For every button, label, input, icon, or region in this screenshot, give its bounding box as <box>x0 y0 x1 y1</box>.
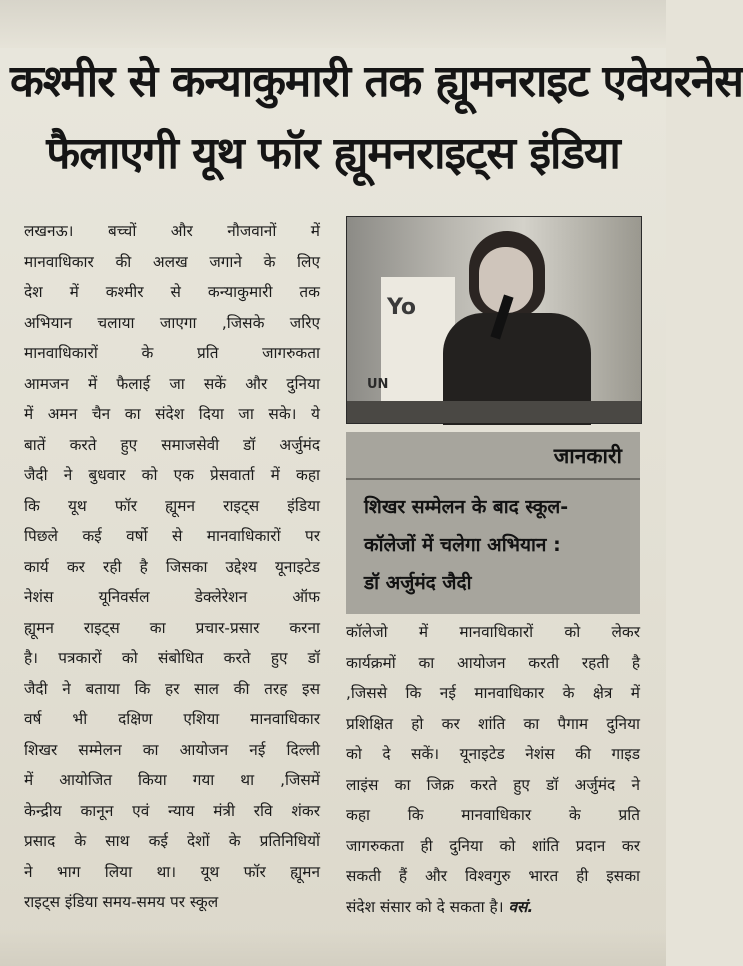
body-line: ने भाग लिया था। यूथ फॉर ह्यूमन <box>24 862 320 881</box>
sidebar-line: शिखर सम्मेलन के बाद स्कूल- <box>364 496 569 518</box>
banner-logo-text: Yo <box>387 295 417 320</box>
reporter-signoff: वसं. <box>508 897 534 916</box>
body-line-text: संदेश संसार को दे सकता है। <box>346 897 504 916</box>
headline-line-2: फैलाएगी यूथ फॉर ह्यूमनराइट्स इंडिया <box>46 128 620 179</box>
body-line: केन्द्रीय कानून एवं न्याय मंत्री रवि शंकर <box>24 801 320 820</box>
body-line: मानवाधिकारों के प्रति जागरुकता <box>24 344 320 362</box>
body-line: शिखर सम्मेलन का आयोजन नई दिल्ली <box>24 740 320 759</box>
info-sidebar <box>346 432 640 614</box>
body-line: जागरुकता ही दुनिया को शांति प्रदान कर <box>346 836 640 855</box>
body-line: सकती हैं और विश्वगुरु भारत ही इसका <box>346 867 640 885</box>
body-line: में आयोजित किया गया था ,जिसमें <box>24 771 320 789</box>
body-line: ,जिससे कि नई मानवाधिकार के क्षेत्र में <box>346 684 640 702</box>
body-line: अभियान चलाया जाएगा ,जिसके जरिए <box>24 313 320 332</box>
body-line: कॉलेजो में मानवाधिकारों को लेकर <box>346 623 640 641</box>
press-table <box>347 401 641 423</box>
body-line: प्रसाद के साथ कई देशों के प्रतिनिधियों <box>24 832 320 850</box>
body-line: लखनऊ। बच्चों और नौजवानों में <box>24 222 320 240</box>
sidebar-line: डॉ अर्जुमंद जैदी <box>364 572 472 594</box>
sidebar-text <box>364 488 628 602</box>
previous-article-fragment <box>0 0 666 48</box>
body-line: कार्यक्रमों का आयोजन करती रहती है <box>346 653 640 672</box>
body-line: मानवाधिकार की अलख जगाने के लिए <box>24 252 320 271</box>
article-column-right <box>346 617 640 922</box>
sidebar-line: कॉलेजों में चलेगा अभियान : <box>364 534 561 556</box>
next-article-fragment <box>0 930 666 966</box>
article-column-left <box>24 216 320 918</box>
sidebar-label: जानकारी <box>553 444 622 468</box>
body-line: लाइंस का जिक्र करते हुए डॉ अर्जुमंद ने <box>346 775 640 794</box>
table-sign-text: UN <box>367 377 389 392</box>
body-line: पिछले कई वर्षो से मानवाधिकारों पर <box>24 527 320 545</box>
body-line-last <box>346 892 640 923</box>
body-line: नेशंस यूनिवर्सल डेक्लेरेशन ऑफ <box>24 588 320 606</box>
body-line: वर्ष भी दक्षिण एशिया मानवाधिकार <box>24 710 320 728</box>
body-line: आमजन में फैलाई जा सकें और दुनिया <box>24 374 320 393</box>
body-line: बातें करते हुए समाजसेवी डॉ अर्जुमंद <box>24 435 320 454</box>
body-line: में अमन चैन का संदेश दिया जा सके। ये <box>24 405 320 423</box>
sidebar-divider <box>346 478 640 480</box>
press-conference-photo <box>346 216 642 424</box>
body-line: कार्य कर रही है जिसका उद्देश्य यूनाइटेड <box>24 557 320 576</box>
body-line: जैदी ने बुधवार को एक प्रेसवार्ता में कहा <box>24 466 320 484</box>
body-line: ह्यूमन राइट्स का प्रचार-प्रसार करना <box>24 618 320 637</box>
headline-line-1: कश्मीर से कन्याकुमारी तक ह्यूमनराइट एवेयरनेस <box>10 56 743 107</box>
body-line: है। पत्रकारों को संबोधित करते हुए डॉ <box>24 649 320 667</box>
body-line: राइट्स इंडिया समय-समय पर स्कूल <box>24 893 219 911</box>
body-line: कि यूथ फॉर ह्यूमन राइट्स इंडिया <box>24 496 320 515</box>
body-line: को दे सकें। यूनाइटेड नेशंस की गाइड <box>346 745 640 763</box>
body-line: प्रशिक्षित हो कर शांति का पैगाम दुनिया <box>346 714 640 733</box>
body-line: जैदी ने बताया कि हर साल की तरह इस <box>24 679 320 698</box>
body-line: कहा कि मानवाधिकार के प्रति <box>346 806 640 824</box>
body-line: देश में कश्मीर से कन्याकुमारी तक <box>24 283 320 301</box>
